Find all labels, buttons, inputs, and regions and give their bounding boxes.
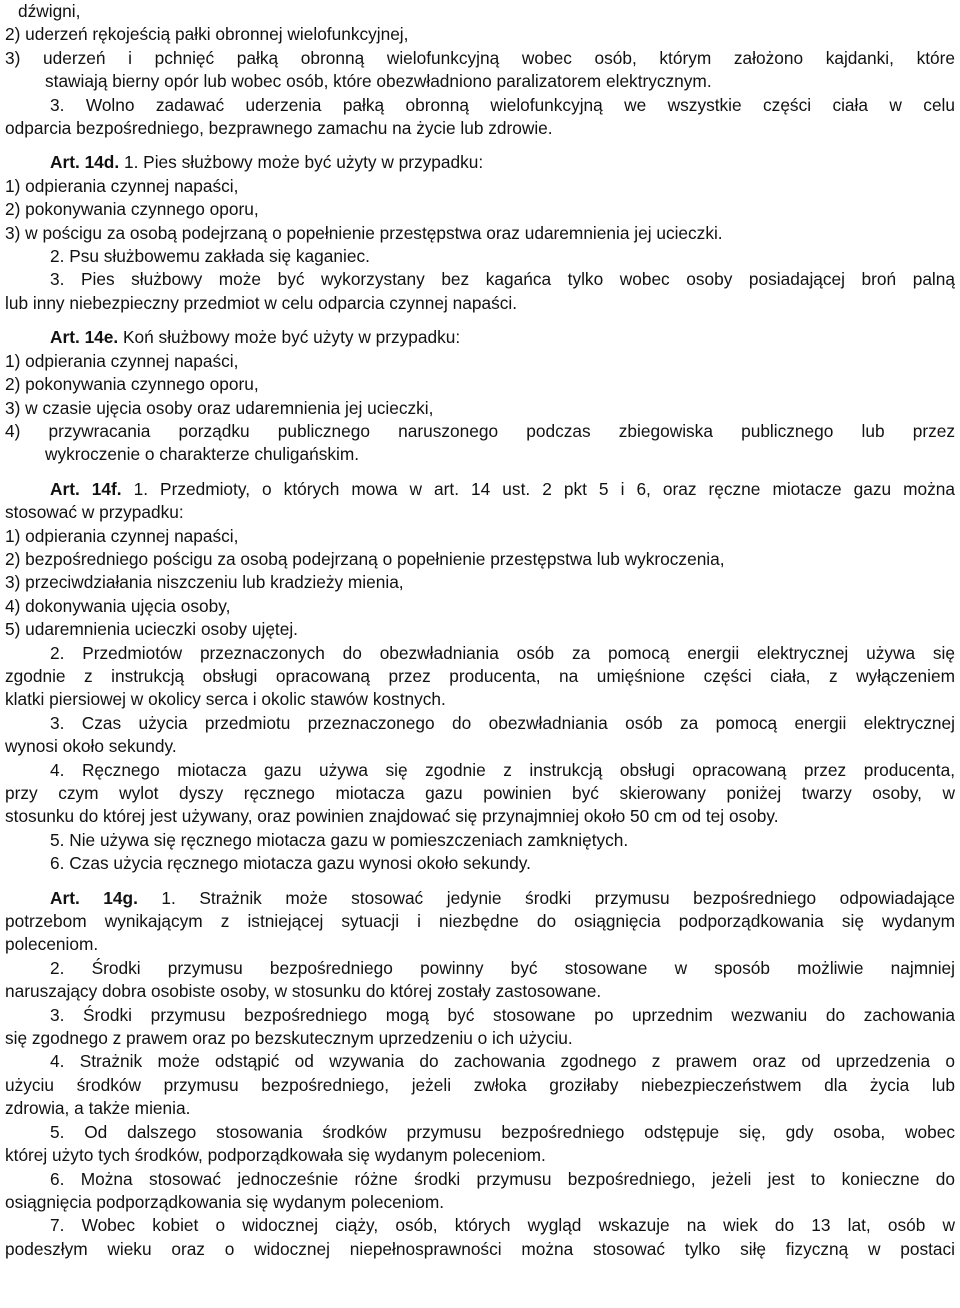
line-text: przy czym wylot dyszy ręcznego miotacza gazu powinien być skierowany poniżej twarzy osoby, w [5,783,955,803]
paragraph-gap [5,876,955,887]
article-heading: Art. 14g. [50,887,138,908]
article-heading: Art. 14d. [50,152,120,173]
line-text: wynosi około sekundy. [5,736,177,757]
text-line [5,571,955,594]
text-line [5,245,955,268]
text-line [5,1097,955,1120]
text-line [5,350,955,373]
line-text: osiągnięcia podporządkowania się wydanym poleceniom. [5,1191,445,1212]
line-text: 4) przywracania porządku publicznego naruszonego podczas zbiegowiska publicznego lub przez [5,420,955,441]
line-text: 5. Od dalszego stosowania środków przymusu bezpośredniego odstępuje się, gdy osoba, wobec [50,1121,955,1142]
text-line [5,420,955,443]
line-text: 6. Można stosować jednocześnie różne środki przymusu bezpośredniego, jeżeli jest to konieczne do [50,1168,955,1189]
line-text: 1) odpierania czynnej napaści, [5,525,239,546]
text-line [5,805,955,828]
paragraph-gap [5,140,955,151]
line-text: 3. Wolno zadawać uderzenia pałką obronną wielofunkcyjną we wszystkie części ciała w celu [50,94,955,115]
line-text: 3) w pościgu za osobą podejrzaną o popełnienie przestępstwa oraz udaremnienia jej ucieczki. [5,222,723,243]
paragraph-gap [5,315,955,326]
line-text: klatki piersiowej w okolicy serca i okolic stawów kostnych. [5,689,446,710]
text-line [5,525,955,548]
text-line [5,175,955,198]
line-text: stosować w przypadku: [5,502,184,523]
line-text: zdrowia, a także mienia. [5,1098,191,1119]
line-text: stosunku do której jest używany, oraz powinien znajdować się przynajmniej około 50 cm od tej osoby. [5,806,779,827]
text-line [5,1050,955,1073]
text-line [5,478,955,501]
text-line [5,1074,955,1097]
line-text: 6. Czas użycia ręcznego miotacza gazu wynosi około sekundy. [50,853,531,874]
text-line [5,759,955,782]
text-line [5,618,955,641]
line-text: której użyto tych środków, podporządkowała się wydanym poleceniom. [5,1145,546,1166]
text-line [5,933,955,956]
line-text: lub inny niebezpieczny przedmiot w celu odparcia czynnej napaści. [5,292,517,313]
line-text: 2) pokonywania czynnego oporu, [5,199,259,220]
text-line [5,957,955,980]
line-text: 7. Wobec kobiet o widocznej ciąży, osób, których wygląd wskazuje na wiek do 13 lat, osób w [50,1215,955,1236]
text-line [5,852,955,875]
text-line [5,23,955,46]
line-text: 1) odpierania czynnej napaści, [5,350,239,371]
line-text: 2) pokonywania czynnego oporu, [5,374,259,395]
text-line [5,548,955,571]
line-text: 3. Środki przymusu bezpośredniego mogą być stosowane po uprzednim wezwaniu do zachowania [50,1004,955,1025]
line-text: użyciu środków przymusu bezpośredniego, jeżeli zwłoka groziłaby niebezpieczeństwem dla życia lub [5,1074,955,1095]
line-text: stawiają bierny opór lub wobec osób, które obezwładniono paralizatorem elektrycznym. [45,71,712,92]
line-text: 4. Ręcznego miotacza gazu używa się zgodnie z instrukcją obsługi opracowaną przez producenta, [50,759,955,780]
line-text: 2) bezpośredniego pościgu za osobą podejrzaną o popełnienie przestępstwa lub wykroczenia, [5,548,725,569]
text-line [5,1214,955,1237]
line-text: 5) udaremnienia ucieczki osoby ujętej. [5,619,298,640]
text-line [5,665,955,688]
line-text: 2. Przedmiotów przeznaczonych do obezwładniania osób za pomocą energii elektrycznej używa się [50,642,955,663]
line-text: 2) uderzeń rękojeścią pałki obronnej wielofunkcyjnej, [5,24,409,45]
text-line [5,501,955,524]
line-text: wykroczenie o charakterze chuligańskim. [45,444,360,465]
line-text: odparcia bezpośredniego, bezprawnego zamachu na życie lub zdrowie. [5,118,553,139]
line-text: potrzebom wynikającym z istniejącej sytuacji i niezbędne do osiągnięcia podporządkowania się wydanym [5,911,955,932]
text-line [5,829,955,852]
text-line [5,70,955,93]
line-text: 2. Środki przymusu bezpośredniego powinny być stosowane w sposób możliwie najmniej [50,957,955,978]
text-line [5,1191,955,1214]
line-text: podeszłym wieku oraz o widocznej niepełnosprawności można stosować tylko siłę fizyczną w postaci [5,1238,955,1259]
text-line [5,782,955,805]
text-line [5,595,955,618]
article-heading: Art. 14f. [50,478,122,499]
text-line [5,910,955,933]
text-line [5,1238,955,1261]
line-text: 4. Strażnik może odstąpić od wzywania do zachowania zgodnego z prawem oraz od uprzedzenia o [50,1051,955,1072]
text-line [5,326,955,349]
line-text: poleceniom. [5,934,99,955]
text-line [5,712,955,735]
text-line [5,397,955,420]
text-line [5,222,955,245]
text-line [5,642,955,665]
line-text: zgodnie z instrukcją obsługi opracowaną przez producenta, na umięśnione części ciała, z wyłączeniem [5,665,955,686]
text-line [5,1027,955,1050]
line-text: 5. Nie używa się ręcznego miotacza gazu w pomieszczeniach zamkniętych. [50,829,629,850]
line-text: 1. Przedmioty, o których mowa w art. 14 ust. 2 pkt 5 i 6, oraz ręczne miotacze gazu można [121,478,955,499]
line-text: 2. Psu służbowemu zakłada się kaganiec. [50,246,370,267]
text-line [5,198,955,221]
line-text: się zgodnego z prawem oraz po bezskutecznym uprzedzeniu o ich użyciu. [5,1028,573,1049]
line-text: 1. Pies służbowy może być użyty w przypadku: [119,152,484,173]
line-text: Koń służbowy może być użyty w przypadku: [118,327,461,348]
text-line [5,268,955,291]
line-text: 4) dokonywania ujęcia osoby, [5,595,231,616]
line-text: 3) przeciwdziałania niszczeniu lub kradzieży mienia, [5,572,404,593]
line-text: 3. Pies służbowy może być wykorzystany bez kagańca tylko wobec osoby posiadającej broń palną [50,269,955,290]
text-line [5,1168,955,1191]
text-line [5,887,955,910]
text-line [5,117,955,140]
text-line [5,47,955,70]
line-text: 3. Czas użycia przedmiotu przeznaczonego do obezwładniania osób za pomocą energii elektrycznej [50,712,955,733]
article-heading: Art. 14e. [50,327,119,348]
paragraph-gap [5,467,955,478]
line-text: dźwigni, [18,1,81,21]
text-line [5,1144,955,1167]
text-line [5,292,955,315]
line-text: 1. Strażnik może stosować jedynie środki przymusu bezpośredniego odpowiadające [137,887,955,908]
text-line [5,373,955,396]
line-text: 1) odpierania czynnej napaści, [5,175,239,196]
text-line [5,443,955,466]
text-line [5,0,955,23]
line-text: 3) uderzeń i pchnięć pałką obronną wielofunkcyjną wobec osób, którym założono kajdanki, które [5,47,955,68]
text-line [5,735,955,758]
text-line [5,94,955,117]
line-text: 3) w czasie ujęcia osoby oraz udaremnienia jej ucieczki, [5,397,434,418]
text-line [5,1004,955,1027]
text-line [5,688,955,711]
text-line [5,151,955,174]
text-line [5,980,955,1003]
line-text: naruszający dobra osobiste osoby, w stosunku do której zostały zastosowane. [5,981,602,1002]
text-line [5,1121,955,1144]
